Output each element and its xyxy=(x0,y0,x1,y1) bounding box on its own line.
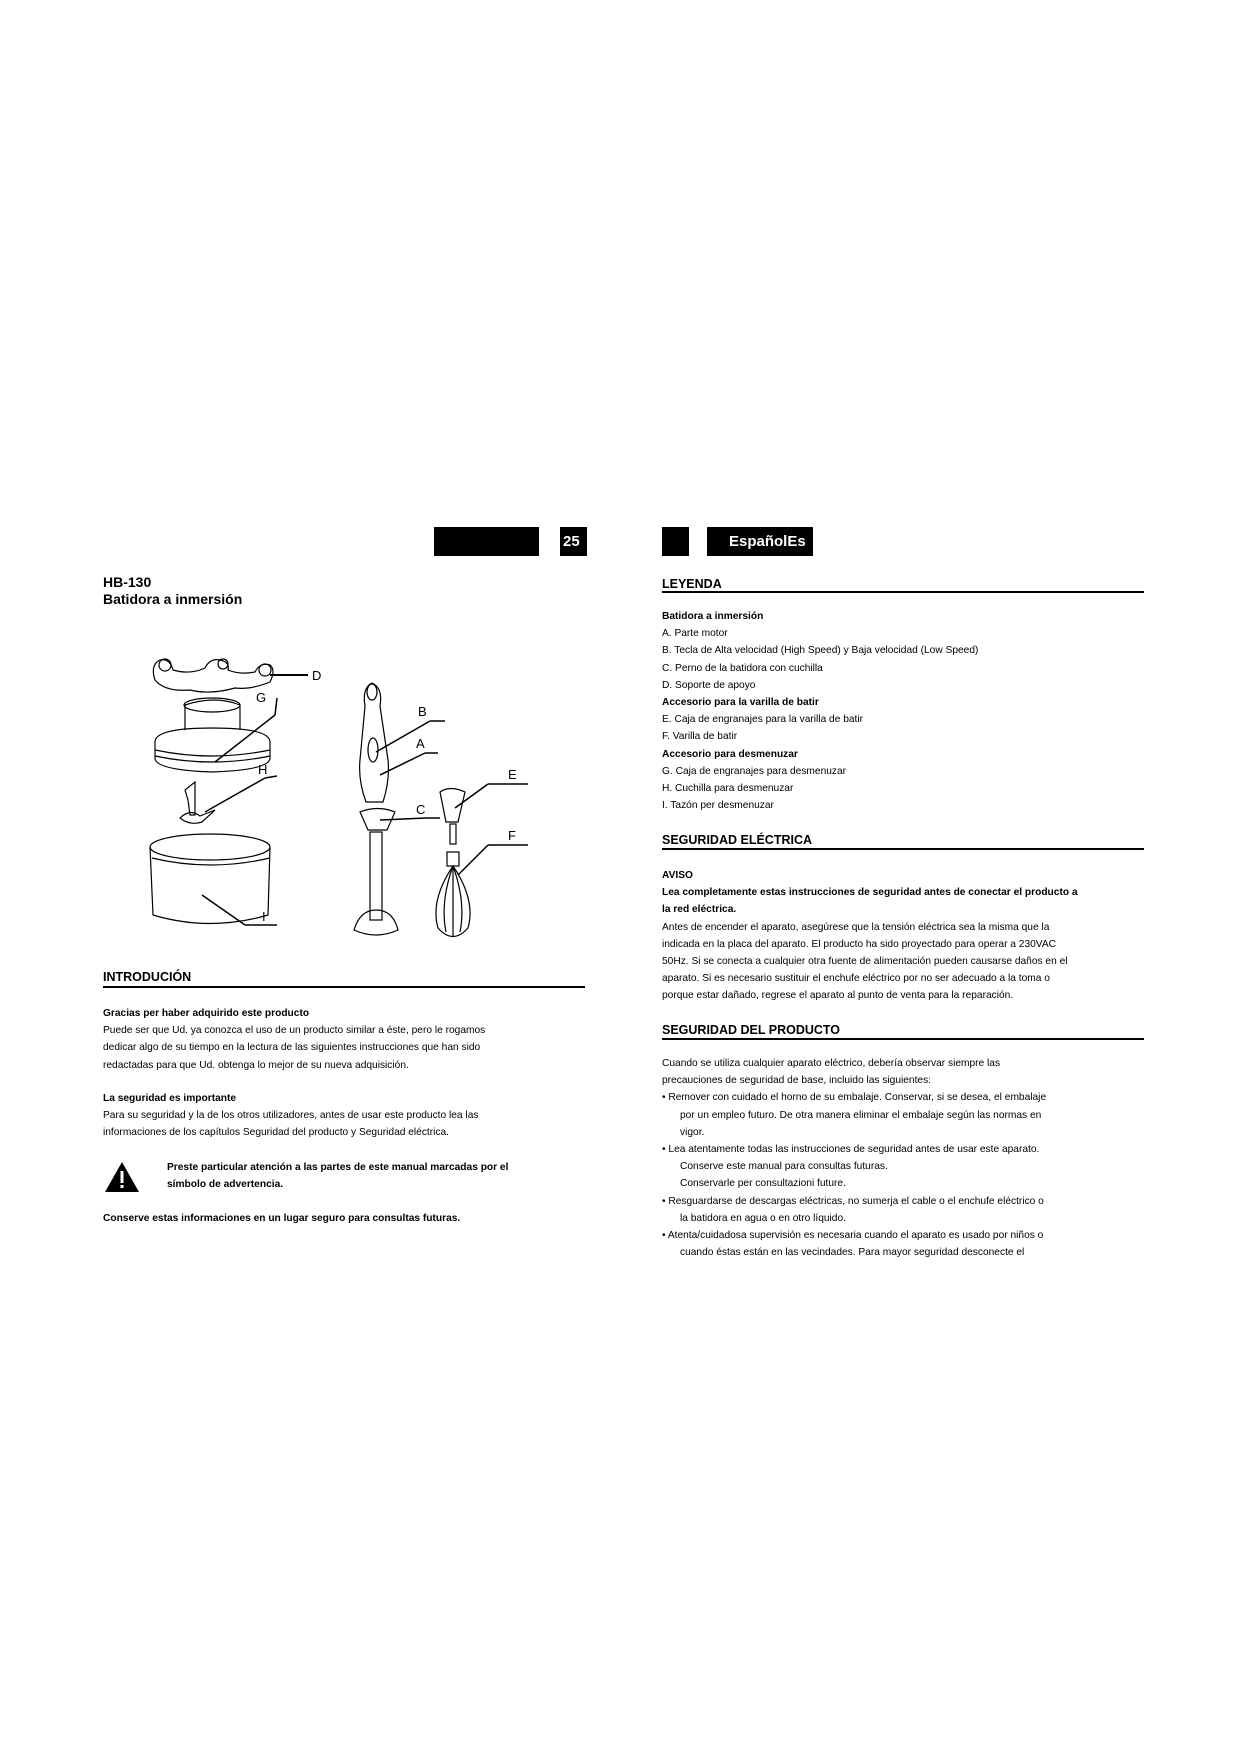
electrical-line: indicada en la placa del aparato. El producto ha sido proyectado para operar a 230VAC xyxy=(662,938,1056,950)
label-c: C xyxy=(416,802,426,817)
product-safety-line: • Remover con cuidado el horno de su embalaje. Conservar, si se desea, el embalaje xyxy=(662,1092,1047,1104)
product-safety-rule xyxy=(662,1038,1144,1040)
legend-item: A. Parte motor xyxy=(662,628,728,640)
thanks-line: Puede ser que Ud. ya conozca el uso de un producto similar a éste, pero le rogamos xyxy=(103,1025,486,1037)
electrical-line: porque estar dañado, regrese el aparato al punto de venta para la reparación. xyxy=(662,990,1014,1002)
part-a-motor xyxy=(360,683,389,802)
header-bar-square xyxy=(662,527,689,556)
label-f: F xyxy=(508,828,516,843)
safety-line: informaciones de los capítulos Seguridad del producto y Seguridad eléctrica. xyxy=(103,1127,450,1139)
safety-section xyxy=(103,1090,478,1142)
safety-line: Para su seguridad y la de los otros utilizadores, antes de usar este producto lea las xyxy=(103,1110,479,1122)
thanks-section xyxy=(103,1005,485,1074)
legend-item: G. Caja de engranajes para desmenuzar xyxy=(662,765,847,777)
product-name: Batidora a inmersión xyxy=(103,591,243,607)
product-safety-line: Conserve este manual para consultas futuras. xyxy=(680,1161,888,1173)
part-h-blade xyxy=(185,782,195,815)
electrical-line: aparato. Si es necesario sustituir el enchufe eléctrico por no ser adecuado a la toma o xyxy=(662,973,1050,985)
product-safety-line: precauciones de seguridad de base, incluido las siguientes: xyxy=(662,1075,932,1087)
warning-line: Preste particular atención a las partes de este manual marcadas por el xyxy=(167,1162,509,1173)
electrical-safety-section xyxy=(662,867,1078,1005)
legend-list xyxy=(662,608,978,814)
electrical-safety-rule xyxy=(662,848,1144,850)
product-safety-line: • Resguardarse de descargas eléctricas, no sumerja el cable o el enchufe eléctrico o xyxy=(662,1195,1044,1207)
label-a: A xyxy=(416,736,425,751)
intro-heading: INTRODUCIÓN xyxy=(103,970,192,984)
intro-rule xyxy=(103,986,585,988)
part-g-gearbox xyxy=(185,700,240,730)
legend-item: Accesorio para desmenuzar xyxy=(662,748,798,760)
legend-item: Accesorio para la varilla de batir xyxy=(662,697,819,709)
part-i-bowl xyxy=(150,834,270,860)
electrical-safety-heading: SEGURIDAD ELÉCTRICA xyxy=(662,833,813,847)
language-tab xyxy=(707,527,813,556)
product-safety-section xyxy=(662,1055,1046,1261)
parts-illustration xyxy=(140,640,540,950)
page-number-box xyxy=(560,527,587,556)
product-safety-line: • Atenta/cuidadosa supervisión es necesaria cuando el aparato es usado por niños o xyxy=(662,1230,1044,1242)
part-e-whisk-gearbox xyxy=(440,789,465,823)
product-safety-line: • Lea atentamente todas las instrucciones de seguridad antes de usar este aparato. xyxy=(662,1144,1040,1156)
label-e: E xyxy=(508,767,517,782)
electrical-line: Antes de encender el aparato, asegúrese que la tensión eléctrica sea la misma que la xyxy=(662,921,1050,933)
safety-heading: La seguridad es importante xyxy=(103,1093,237,1104)
legend-item: I. Tazón per desmenuzar xyxy=(662,800,774,812)
product-safety-line: la batidora en agua o en otro líquido. xyxy=(680,1212,846,1224)
legend-item: B. Tecla de Alta velocidad (High Speed) y Baja velocidad (Low Speed) xyxy=(662,645,979,657)
legend-heading: LEYENDA xyxy=(662,577,722,591)
electrical-line: 50Hz. Si se conecta a cualquier otra fuente de alimentación pueden causarse daños en el xyxy=(662,956,1068,968)
legend-rule xyxy=(662,591,1144,593)
legend-item: D. Soporte de apoyo xyxy=(662,679,756,691)
warning-note xyxy=(167,1159,508,1193)
legend-item: Batidora a inmersión xyxy=(662,611,764,622)
thanks-line: redactadas para que Ud. obtenga lo mejor de su nueva adquisición. xyxy=(103,1059,409,1071)
model-number: HB-130 xyxy=(103,574,152,590)
product-safety-line: por un empleo futuro. De otra manera eliminar el embalaje según las normas en xyxy=(680,1109,1042,1121)
label-b: B xyxy=(418,704,427,719)
part-b-speed-button xyxy=(368,738,378,762)
keep-note: Conserve estas informaciones en un lugar seguro para consultas futuras. xyxy=(103,1213,461,1224)
product-safety-line: cuando éstas están en las vecindades. Para mayor seguridad desconecte el xyxy=(680,1247,1025,1259)
model-title xyxy=(103,574,242,608)
thanks-line: dedicar algo de su tiempo en la lectura de las siguientes instrucciones que han sido xyxy=(103,1042,481,1054)
thanks-heading: Gracias per haber adquirido este producto xyxy=(103,1008,310,1019)
warning-line: símbolo de advertencia. xyxy=(167,1179,284,1191)
legend-item: H. Cuchilla para desmenuzar xyxy=(662,783,794,795)
legend-item: F. Varilla de batir xyxy=(662,731,738,743)
product-safety-line: vigor. xyxy=(680,1126,705,1138)
label-g: G xyxy=(256,690,267,705)
aviso-line: Lea completamente estas instrucciones de seguridad antes de conectar el producto a xyxy=(662,887,1078,899)
aviso-label: AVISO xyxy=(662,870,693,881)
label-d: D xyxy=(312,668,322,683)
language-tab-label: EspañolEs xyxy=(729,533,806,550)
product-safety-line: Cuando se utiliza cualquier aparato eléctrico, debería observar siempre las xyxy=(662,1058,1001,1069)
legend-item: E. Caja de engranajes para la varilla de batir xyxy=(662,714,864,726)
legend-item: C. Perno de la batidora con cuchilla xyxy=(662,662,823,674)
label-i: I xyxy=(262,909,266,924)
warning-icon xyxy=(103,1160,141,1194)
part-f-whisk xyxy=(447,852,459,866)
page-number: 25 xyxy=(563,533,580,550)
header-bar-left xyxy=(434,527,539,556)
product-safety-heading: SEGURIDAD DEL PRODUCTO xyxy=(662,1023,841,1037)
product-safety-line: Conservarle per consultazioni future. xyxy=(680,1178,846,1190)
aviso-line: la red eléctrica. xyxy=(662,904,737,916)
label-h: H xyxy=(258,762,268,777)
